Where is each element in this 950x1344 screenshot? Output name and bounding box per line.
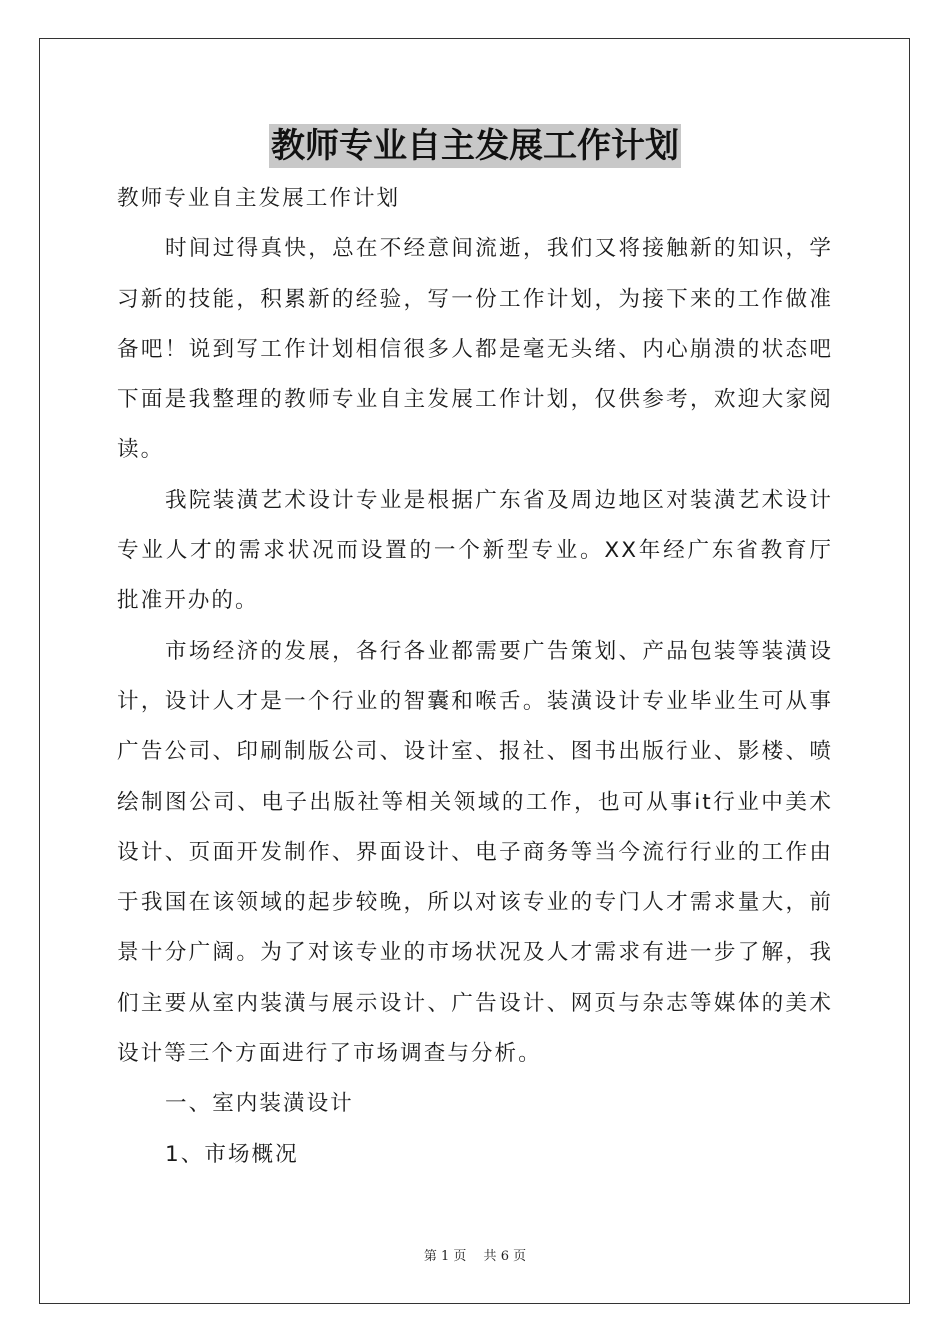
document-subtitle: 教师专业自主发展工作计划 xyxy=(117,186,401,211)
title-container xyxy=(0,124,950,168)
page-footer xyxy=(0,1245,950,1264)
document-body xyxy=(117,174,833,1180)
paragraph-market-demand: 市场经济的发展，各行各业都需要广告策划、产品包装等装潢设计，设计人才是一个行业的智囊和喉舌。装潢设计专业毕业生可从事广告公司、印刷制版公司、设计室、报社、图书出版行业、影楼、喷绘制图公司、电子出版社等相关领域的工作，也可从事it行业中美术设计、页面开发制作、界面设计、电子商务等当今流行行业的工作由于我国在该领域的起步较晚，所以对该专业的专门人才需求量大，前景十分广阔。为了对该专业的市场状况及人才需求有进一步了解，我们主要从室内装潢与展示设计、广告设计、网页与杂志等媒体的美术设计等三个方面进行了市场调查与分析。 xyxy=(117,638,833,1067)
subsection-heading-market-overview: 1、市场概况 xyxy=(165,1141,299,1167)
document-title: 教师专业自主发展工作计划 xyxy=(271,126,679,166)
paragraph-intro: 时间过得真快，总在不经意间流逝，我们又将接触新的知识，学习新的技能，积累新的经验，写一份工作计划，为接下来的工作做准备吧！说到写工作计划相信很多人都是毫无头绪、内心崩溃的状态吧下面是我整理的教师专业自主发展工作计划，仅供参考，欢迎大家阅读。 xyxy=(117,236,833,463)
page-number: 第 1 页 共 6 页 xyxy=(423,1249,527,1264)
paragraph-major-background: 我院装潢艺术设计专业是根据广东省及周边地区对装潢艺术设计专业人才的需求状况而设置的一个新型专业。XX年经广东省教育厅批准开办的。 xyxy=(117,487,833,614)
section-heading-interior-design: 一、室内装潢设计 xyxy=(165,1091,354,1117)
